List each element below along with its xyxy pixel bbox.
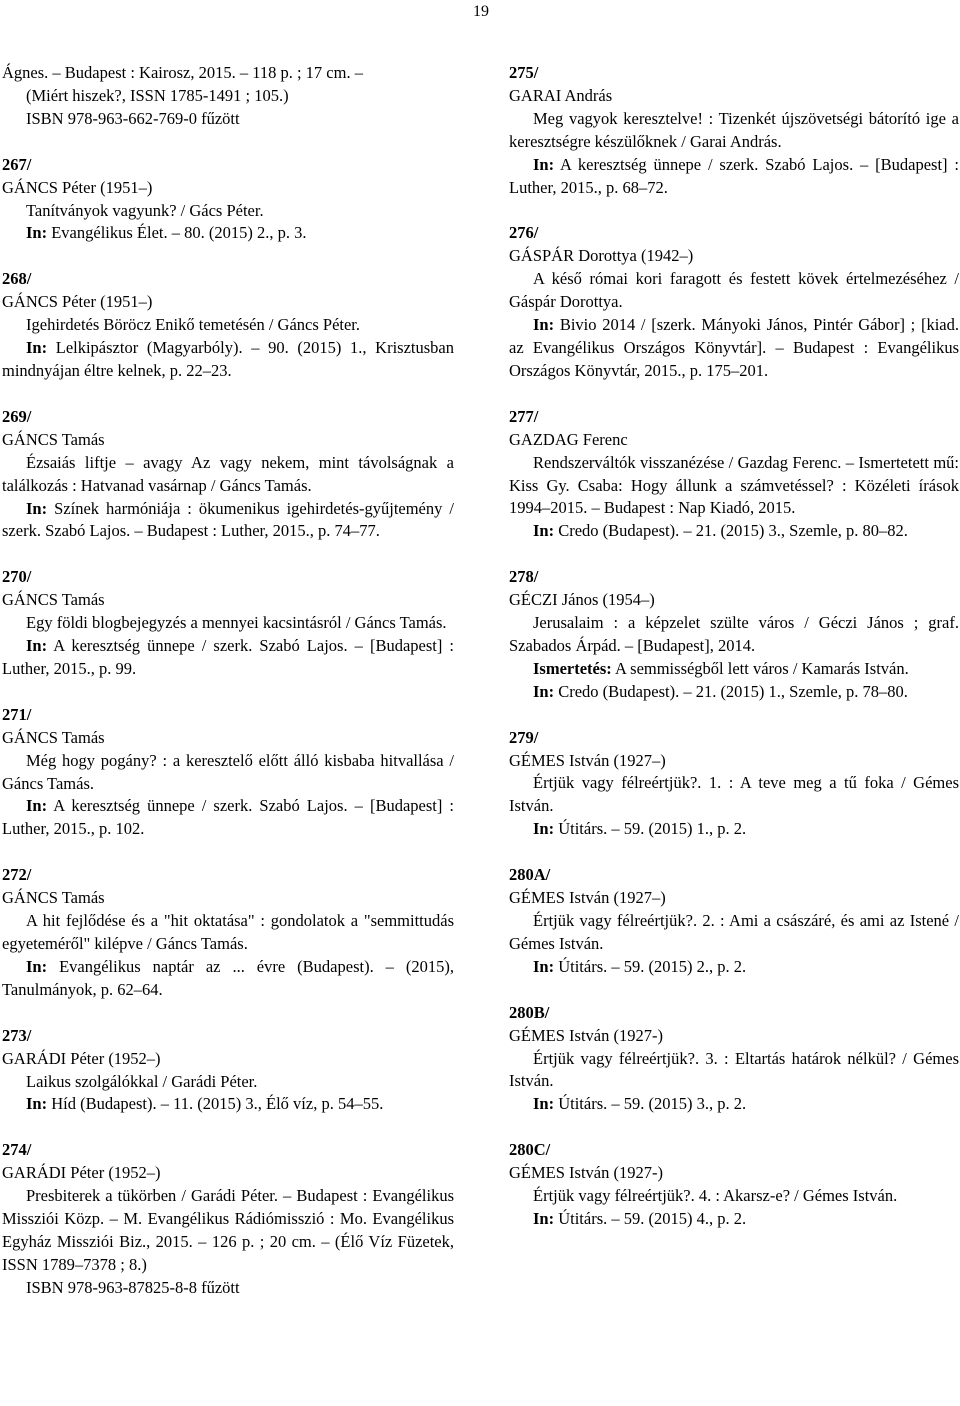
in-label: In: [26, 498, 48, 518]
in-label: In: [533, 681, 555, 701]
entry-number: 277/ [509, 406, 539, 426]
entry-source [2, 1093, 454, 1116]
entry-number: 280B/ [509, 1002, 550, 1022]
entry-author: GÁNCS Tamás [2, 429, 105, 449]
continued-entry [2, 62, 454, 131]
left-column [2, 62, 454, 1300]
review-text: A semmisségből lett város / Kamarás István. [615, 658, 909, 678]
source-text: Bivio 2014 / [szerk. Mányoki János, Pintér Gábor] ; [kiad. az Evangélikus Országos Könyvtár]. – Budapest : Evangélikus Országos Könyvtár, 2015., p. 175–201. [509, 315, 959, 380]
source-text: Evangélikus naptár az ... évre (Budapest). – (2015), Tanulmányok, p. 62–64. [2, 956, 455, 999]
entry-author: GARÁDI Péter (1952–) [2, 1163, 161, 1183]
entry-276 [509, 222, 959, 382]
entry-source [509, 1208, 959, 1231]
entry-author: GARÁDI Péter (1952–) [2, 1048, 161, 1068]
entry-number: 267/ [2, 154, 32, 174]
entry-269 [2, 406, 454, 543]
entry-author: GÉMES István (1927–) [509, 888, 666, 908]
entry-number: 276/ [509, 223, 539, 243]
entry-source [509, 1093, 959, 1116]
source-text: Színek harmóniája : ökumenikus igehirdetés-gyűjtemény / szerk. Szabó Lajos. – Budapest : Luther, 2015., p. 74–77. [2, 498, 454, 541]
in-label: In: [533, 1208, 555, 1228]
entry-title: Laikus szolgálókkal / Garádi Péter. [26, 1071, 258, 1091]
entry-source [509, 818, 959, 841]
entry-277 [509, 406, 959, 543]
entry-title: Értjük vagy félreértjük?. 1. : A teve meg a tű foka / Gémes István. [509, 773, 959, 816]
entry-number: 273/ [2, 1025, 32, 1045]
continued-line: Ágnes. – Budapest : Kairosz, 2015. – 118 p. ; 17 cm. – [2, 63, 363, 82]
source-text: A keresztség ünnepe / szerk. Szabó Lajos. – [Budapest] : Luther, 2015., p. 99. [2, 636, 454, 678]
entry-title: Értjük vagy félreértjük?. 4. : Akarsz-e? / Gémes István. [533, 1186, 898, 1206]
continued-line: ISBN 978-963-662-769-0 fűzött [26, 108, 240, 128]
entry-title: Rendszerváltók visszanézése / Gazdag Ferenc. – Ismertetett mű: Kiss Gy. Csaba: Hogy állunk a számvetéssel? : Közéleti írások 1994–2015. – Budapest : Nap Kiadó, 2015. [509, 452, 959, 518]
entry-source [2, 795, 454, 841]
entry-source [509, 681, 959, 704]
source-text: Útitárs. – 59. (2015) 4., p. 2. [558, 1208, 747, 1228]
entry-author: GÉMES István (1927–) [509, 750, 666, 770]
entry-280c [509, 1139, 959, 1231]
entry-author: GÉMES István (1927-) [509, 1025, 663, 1045]
entry-number: 274/ [2, 1140, 32, 1160]
entry-author: GÉCZI János (1954–) [509, 590, 655, 610]
entry-source [2, 635, 454, 681]
entry-author: GÁNCS Tamás [2, 888, 105, 908]
entry-number: 280A/ [509, 865, 551, 885]
source-text: A keresztség ünnepe / szerk. Szabó Lajos. – [Budapest] : Luther, 2015., p. 68–72. [509, 154, 959, 197]
entry-267 [2, 154, 454, 246]
entry-author: GARAI András [509, 85, 613, 105]
entry-title: Meg vagyok keresztelve! : Tizenkét újszövetségi bátorító ige a keresztségre készülőknek / Garai András. [509, 108, 959, 151]
entry-author: GÉMES István (1927-) [509, 1163, 663, 1183]
in-label: In: [26, 956, 48, 976]
in-label: In: [26, 223, 48, 243]
entry-title: A késő római kori faragott és festett kövek értelmezéséhez / Gáspár Dorottya. [509, 269, 959, 312]
entry-title: Igehirdetés Böröcz Enikő temetésén / Gáncs Péter. [26, 315, 361, 335]
entry-number: 278/ [509, 567, 539, 587]
source-text: Útitárs. – 59. (2015) 2., p. 2. [558, 956, 747, 976]
in-label: In: [26, 1094, 48, 1114]
entry-274 [2, 1139, 454, 1299]
entry-source [509, 314, 959, 383]
entry-isbn: ISBN 978-963-87825-8-8 fűzött [26, 1277, 240, 1297]
in-label: In: [26, 636, 48, 656]
entry-source [2, 222, 454, 245]
entry-273 [2, 1025, 454, 1117]
entry-278 [509, 566, 959, 703]
entry-title: Egy földi blogbejegyzés a mennyei kacsintásról / Gáncs Tamás. [26, 613, 447, 633]
entry-number: 275/ [509, 63, 539, 82]
entry-275 [509, 62, 959, 199]
source-text: Lelkipásztor (Magyarbóly). – 90. (2015) 1., Krisztusban mindnyájan éltre kelnek, p. 22–23. [2, 338, 454, 380]
entry-title: Jerusalaim : a képzelet szülte város / Géczi János ; graf. Szabados Árpád. – [Budapest], 2014. [509, 613, 959, 655]
entry-number: 280C/ [509, 1140, 551, 1160]
entry-title: Tanítványok vagyunk? / Gács Péter. [26, 200, 264, 220]
review-label: Ismertetés: [533, 658, 612, 678]
in-label: In: [26, 796, 48, 816]
page-number: 19 [473, 3, 489, 20]
entry-280a [509, 864, 959, 979]
entry-author: GAZDAG Ferenc [509, 429, 628, 449]
entry-source [2, 498, 454, 544]
entry-source [509, 154, 959, 200]
entry-270 [2, 566, 454, 681]
entry-280b [509, 1002, 959, 1117]
entry-number: 279/ [509, 727, 539, 747]
entry-source [2, 956, 454, 1002]
entry-272 [2, 864, 454, 1001]
in-label: In: [533, 1094, 555, 1114]
entry-number: 271/ [2, 704, 32, 724]
entry-271 [2, 704, 454, 841]
entry-source [2, 337, 454, 383]
entry-number: 268/ [2, 269, 32, 289]
source-text: Útitárs. – 59. (2015) 1., p. 2. [558, 819, 747, 839]
source-text: Evangélikus Élet. – 80. (2015) 2., p. 3. [51, 223, 307, 243]
continued-line: (Miért hiszek?, ISSN 1785-1491 ; 105.) [26, 85, 289, 105]
in-label: In: [533, 819, 555, 839]
entry-author: GÁSPÁR Dorottya (1942–) [509, 246, 694, 266]
entry-source [509, 956, 959, 979]
in-label: In: [533, 956, 555, 976]
entry-number: 272/ [2, 865, 32, 885]
entry-source [509, 520, 959, 543]
in-label: In: [26, 338, 48, 358]
entry-title: Értjük vagy félreértjük?. 2. : Ami a császáré, és ami az Istené / Gémes István. [509, 911, 959, 953]
entry-title: A hit fejlődése és a "hit oktatása" : gondolatok a "semmittudás egyeteméről" kilépve / Gáncs Tamás. [2, 911, 454, 953]
entry-title: Ézsaiás liftje – avagy Az vagy nekem, mint távolságnak a találkozás : Hatvanad vasárnap / Gáncs Tamás. [2, 452, 454, 495]
source-text: A keresztség ünnepe / szerk. Szabó Lajos. – [Budapest] : Luther, 2015., p. 102. [2, 796, 454, 839]
in-label: In: [533, 154, 555, 174]
entry-title: Presbiterek a tükörben / Garádi Péter. – Budapest : Evangélikus Missziói Közp. – M. Evangélikus Rádiómisszió : Mo. Evangélikus Egyház Missziói Biz., 2015. – 126 p. ; 20 cm. – (Élő Víz Füzetek, ISSN 1789–7378 ; 8.) [2, 1186, 454, 1274]
entry-title: Még hogy pogány? : a keresztelő előtt álló kisbaba hitvallása / Gáncs Tamás. [2, 750, 454, 793]
entry-author: GÁNCS Tamás [2, 727, 105, 747]
in-label: In: [533, 315, 555, 335]
entry-title: Értjük vagy félreértjük?. 3. : Eltartás határok nélkül? / Gémes István. [509, 1048, 959, 1091]
source-text: Credo (Budapest). – 21. (2015) 3., Szemle, p. 80–82. [558, 521, 908, 541]
entry-author: GÁNCS Péter (1951–) [2, 292, 153, 312]
right-column [509, 62, 959, 1231]
source-text: Credo (Budapest). – 21. (2015) 1., Szemle, p. 78–80. [558, 681, 908, 701]
entry-279 [509, 727, 959, 842]
entry-author: GÁNCS Tamás [2, 590, 105, 610]
source-text: Híd (Budapest). – 11. (2015) 3., Élő víz, p. 54–55. [51, 1094, 384, 1114]
entry-268 [2, 268, 454, 383]
entry-number: 269/ [2, 406, 32, 426]
source-text: Útitárs. – 59. (2015) 3., p. 2. [558, 1094, 747, 1114]
entry-author: GÁNCS Péter (1951–) [2, 177, 153, 197]
entry-review [509, 658, 959, 681]
entry-number: 270/ [2, 567, 32, 587]
in-label: In: [533, 521, 555, 541]
